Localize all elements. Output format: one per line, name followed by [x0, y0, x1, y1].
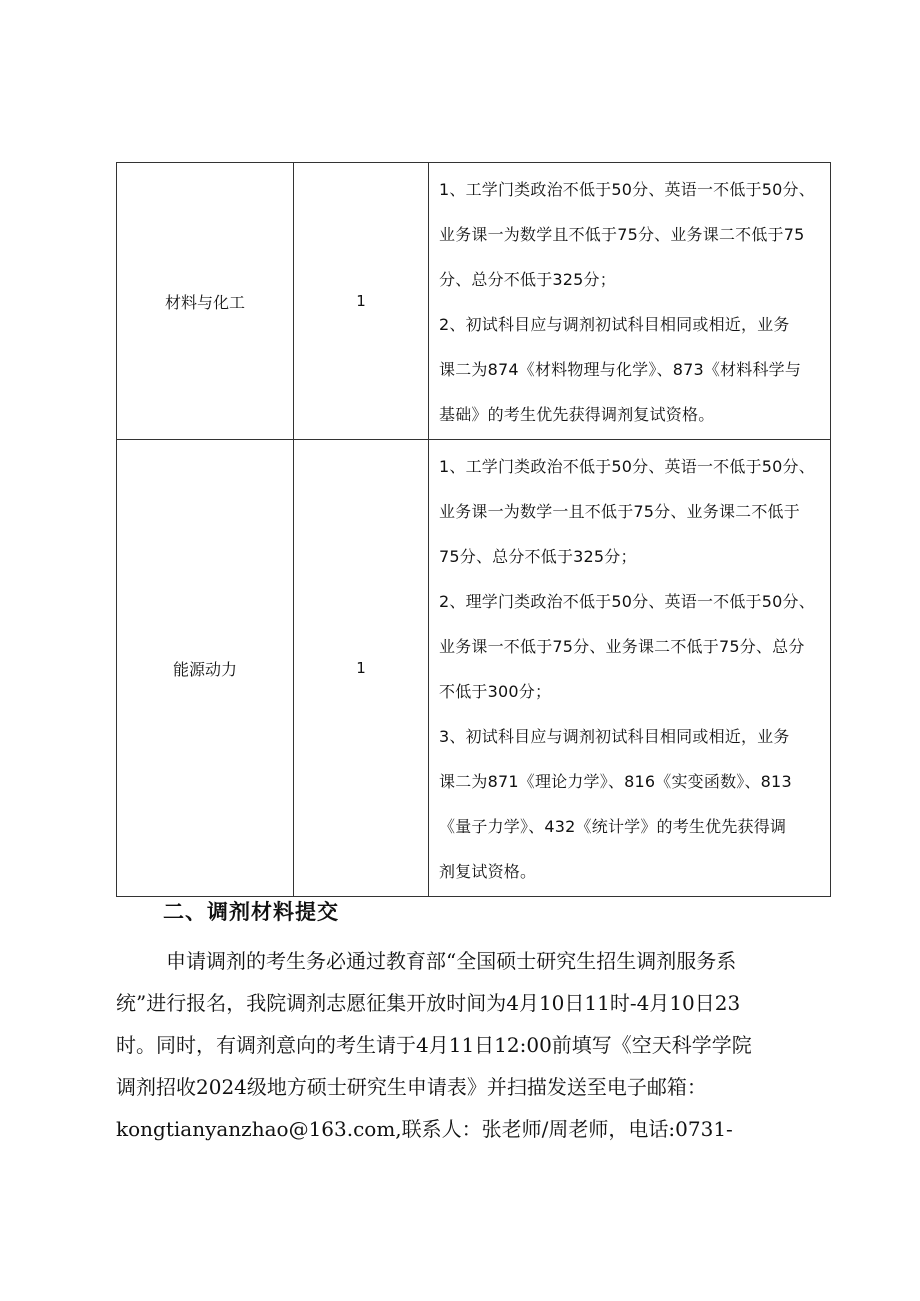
- requirement-line: 基础》的考生优先获得调剂复试资格。: [439, 405, 715, 424]
- major-name-cell: 材料与化工: [117, 163, 294, 440]
- table-row: [117, 163, 831, 440]
- requirement-line: 1、工学门类政治不低于50分、英语一不低于50分、: [439, 457, 815, 476]
- requirement-line: 课二为874《材料物理与化学》、873《材料科学与: [439, 360, 802, 379]
- requirement-line: 分、总分不低于325分；: [439, 270, 616, 289]
- contact-line: kongtianyanzhao@163.com,联系人：张老师/周老师，电话:0731-: [116, 1117, 733, 1141]
- submission-instructions: [116, 940, 836, 1150]
- requirement-line: 业务课一为数学一且不低于75分、业务课二不低于: [439, 502, 800, 521]
- table-row: [117, 440, 831, 897]
- requirement-line: 75分、总分不低于325分；: [439, 547, 637, 566]
- requirement-line: 剂复试资格。: [439, 862, 537, 881]
- paragraph-line: 统”进行报名，我院调剂志愿征集开放时间为4月10日11时-4月10日23: [116, 991, 741, 1015]
- requirement-line: 2、理学门类政治不低于50分、英语一不低于50分、: [439, 592, 815, 611]
- requirement-line: 业务课一为数学且不低于75分、业务课二不低于75: [439, 225, 805, 244]
- quota-count-cell: 1: [294, 440, 429, 897]
- requirement-line: 3、初试科目应与调剂初试科目相同或相近，业务: [439, 727, 790, 746]
- requirements-cell: [429, 163, 831, 440]
- quota-count-cell: 1: [294, 163, 429, 440]
- admission-requirements-table: [116, 162, 831, 897]
- section-heading: 二、调剂材料提交: [163, 900, 339, 924]
- requirement-line: 1、工学门类政治不低于50分、英语一不低于50分、: [439, 180, 815, 199]
- requirement-line: 《量子力学》、432《统计学》的考生优先获得调: [439, 817, 787, 836]
- paragraph-line: 申请调剂的考生务必通过教育部“全国硕士研究生招生调剂服务系: [166, 949, 737, 973]
- paragraph-line: 调剂招收2024级地方硕士研究生申请表》并扫描发送至电子邮箱：: [116, 1075, 707, 1099]
- requirement-line: 业务课一不低于75分、业务课二不低于75分、总分: [439, 637, 805, 656]
- requirements-cell: [429, 440, 831, 897]
- requirement-line: 不低于300分；: [439, 682, 552, 701]
- paragraph-line: 时。同时，有调剂意向的考生请于4月11日12:00前填写《空天科学学院: [116, 1033, 752, 1057]
- requirement-line: 课二为871《理论力学》、816《实变函数》、813: [439, 772, 792, 791]
- requirement-line: 2、初试科目应与调剂初试科目相同或相近，业务: [439, 315, 790, 334]
- major-name-cell: 能源动力: [117, 440, 294, 897]
